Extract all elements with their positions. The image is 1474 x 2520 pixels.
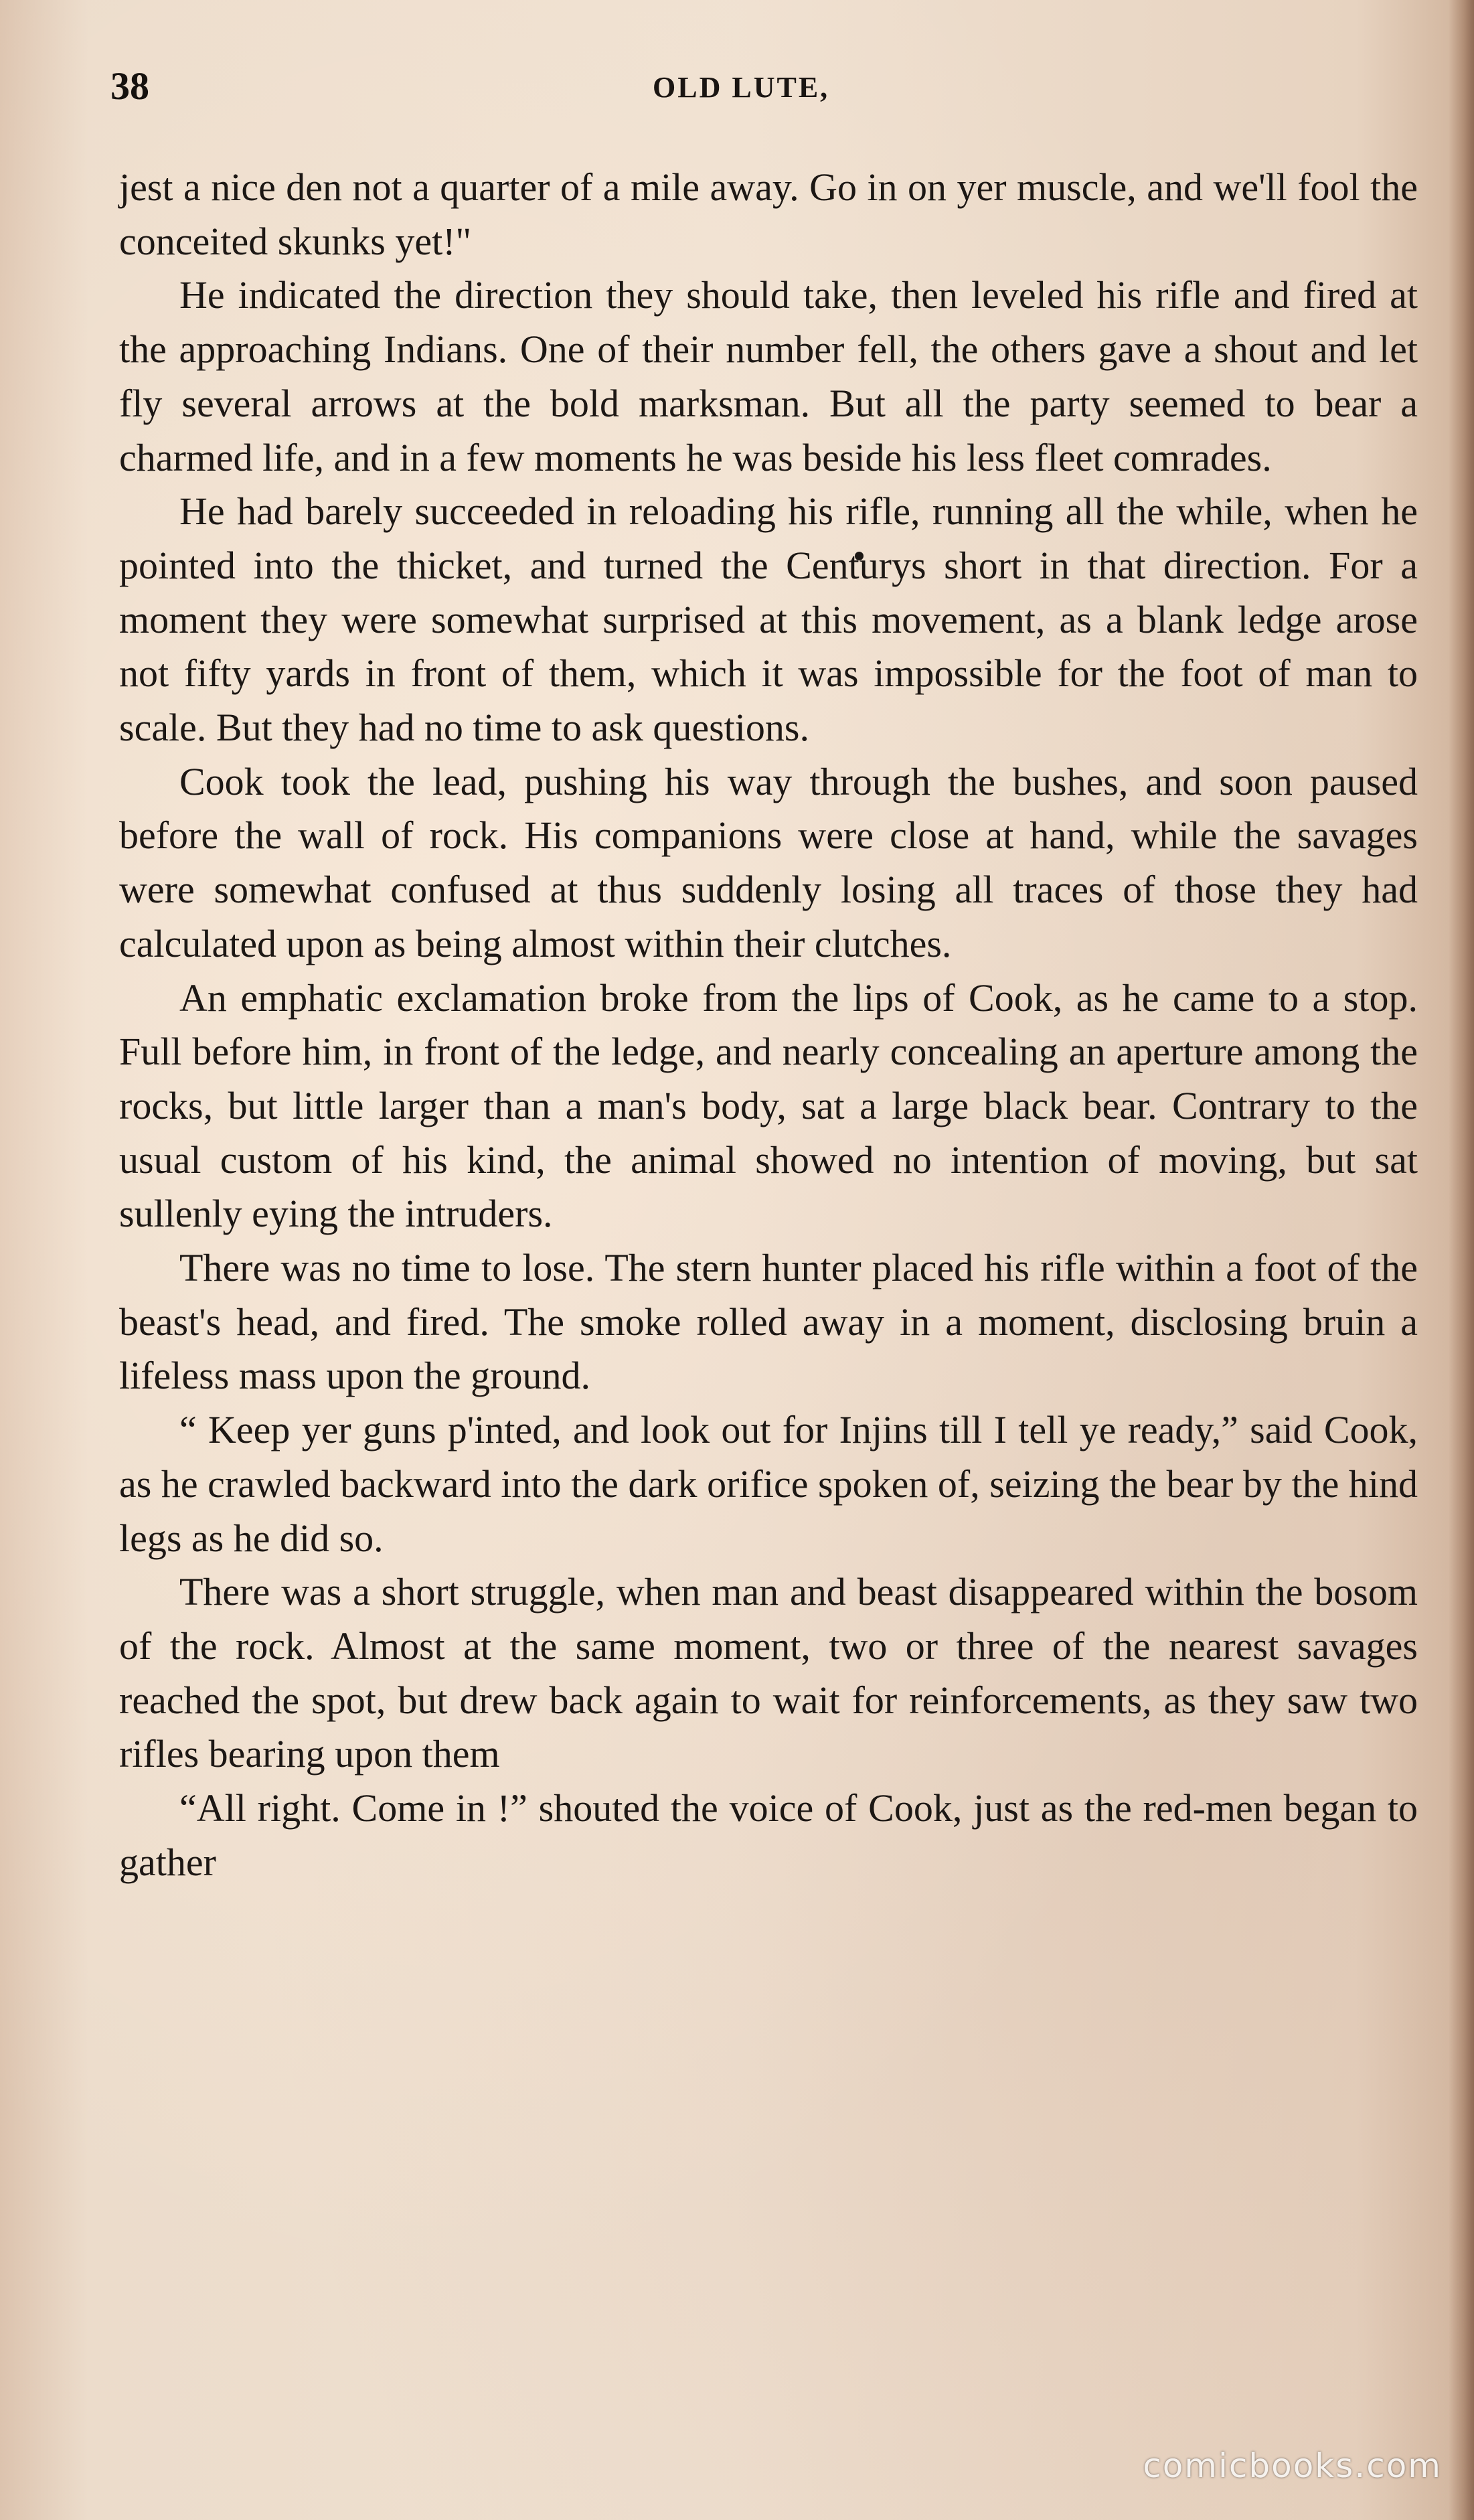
paragraph-7: “ Keep yer guns p'inted, and look out for Injins till I tell ye ready,” said Cook, as he crawled backward into the dark orifice spoken of, seizing the bear by the hind legs as he did so. [119, 1408, 1418, 1560]
paragraph-1: jest a nice den not a quarter of a mile away. Go in on yer muscle, and we'll fool the conceited skunks yet!" [119, 165, 1418, 263]
body-text [119, 161, 1418, 1890]
paragraph-3: He had barely succeeded in reloading his rifle, running all the while, when he pointed into the thicket, and turned the Centurys short in that direction. For a moment they were somewhat surprised at this movement, as a blank ledge arose not fifty yards in front of them, which it was impossible for the foot of man to scale. But they had no time to ask questions. [119, 489, 1418, 750]
page-edge-shadow [1449, 0, 1474, 2520]
paragraph-2: He indicated the direction they should take, then leveled his rifle and fired at the approaching Indians. One of their number fell, the others gave a shout and let fly several arrows at the bold marksman. But all the party seemed to bear a charmed life, and in a few moments he was beside his less fleet comrades. [119, 273, 1418, 479]
paragraph-8: There was a short struggle, when man and beast disappeared within the bosom of the rock. Almost at the same moment, two or three of the nearest savages reached the spot, but drew back again to wait for reinforcements, as they saw two rifles bearing upon them [119, 1570, 1418, 1776]
paragraph-4: Cook took the lead, pushing his way through the bushes, and soon paused before the wall of rock. His companions were close at hand, while the savages were somewhat confused at thus suddenly losing all traces of those they had calculated upon as being almost within their clutches. [119, 759, 1418, 965]
watermark: comicbooks.com [1143, 2446, 1442, 2485]
paragraph-5: An emphatic exclamation broke from the lips of Cook, as he came to a stop. Full before him, in front of the ledge, and nearly concealing an aperture among the rocks, but little larger than a man's body, sat a large black bear. Contrary to the usual custom of his kind, the animal showed no intention of moving, but sat sullenly eying the intruders. [119, 975, 1418, 1236]
paragraph-6: There was no time to lose. The stern hunter placed his rifle within a foot of the beast's head, and fired. The smoke rolled away in a moment, disclosing bruin a lifeless mass upon the ground. [119, 1246, 1418, 1398]
page-header [110, 64, 1416, 117]
page-number: 38 [110, 64, 149, 108]
paragraph-9: “All right. Come in !” shouted the voice of Cook, just as the red-men began to gather [119, 1786, 1418, 1884]
running-head: OLD LUTE, [653, 71, 830, 104]
